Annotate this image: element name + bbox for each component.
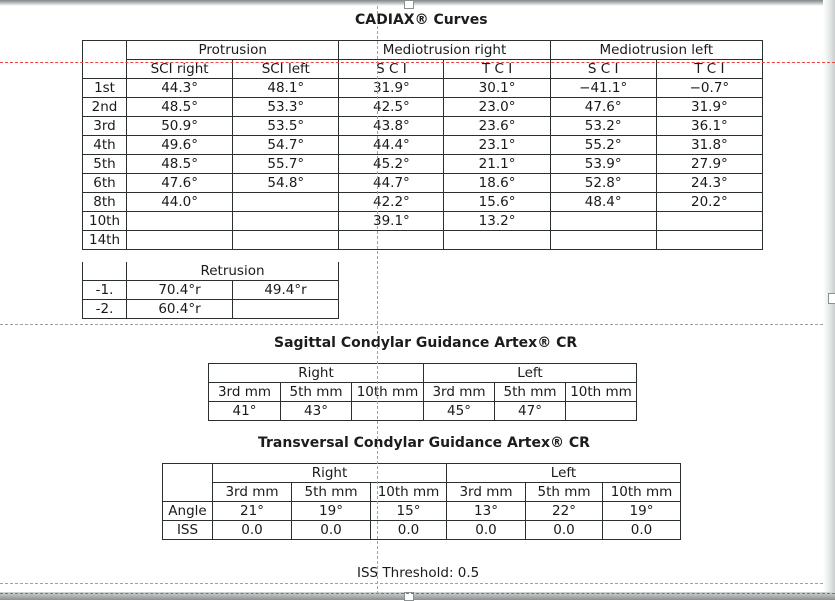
table-cell: 36.1° [656, 117, 762, 136]
row-label: 5th [83, 155, 127, 174]
table-cell: 54.8° [233, 174, 339, 193]
bottom-margin-guide[interactable] [0, 593, 835, 594]
table-cell: 15° [371, 502, 447, 521]
column-header: 3rd mm [209, 383, 281, 402]
mediotrusion-right-header: Mediotrusion right [339, 41, 550, 60]
table-cell: 42.5° [339, 98, 444, 117]
table-cell: −0.7° [656, 79, 762, 98]
center-guide[interactable] [377, 6, 378, 594]
retrusion-header: Retrusion [127, 262, 339, 281]
table-cell: 0.0 [526, 521, 603, 540]
table-cell [233, 231, 339, 250]
table-cell: 19° [292, 502, 371, 521]
table-row [83, 155, 763, 174]
right-header: Right [209, 364, 424, 383]
table-cell: 23.0° [444, 98, 550, 117]
table-cell: 0.0 [603, 521, 681, 540]
table-cell: 60.4°r [127, 300, 233, 319]
table-cell [550, 231, 656, 250]
page-top-edge [0, 0, 835, 6]
row-label: 2nd [83, 98, 127, 117]
corner-cell [163, 464, 213, 502]
table-cell: −41.1° [550, 79, 656, 98]
column-header: 3rd mm [424, 383, 495, 402]
group-header-row [163, 464, 681, 483]
table-cell: 31.9° [656, 98, 762, 117]
table-row [83, 174, 763, 193]
table-cell: 49.6° [127, 136, 233, 155]
subheader-row [209, 383, 637, 402]
table-cell: 39.1° [339, 212, 444, 231]
row-label: 14th [83, 231, 127, 250]
column-header: 10th mm [352, 383, 424, 402]
column-header: 10th mm [566, 383, 637, 402]
table-cell: 48.5° [127, 155, 233, 174]
left-header: Left [447, 464, 681, 483]
table-cell: 44.4° [339, 136, 444, 155]
table-cell: 30.1° [444, 79, 550, 98]
table-cell: 45° [424, 402, 495, 421]
table-cell: 50.9° [127, 117, 233, 136]
column-header: 10th mm [371, 483, 447, 502]
section-break-guide[interactable] [0, 324, 823, 325]
table-row [163, 502, 681, 521]
table-cell: 0.0 [213, 521, 292, 540]
row-label: -2. [83, 300, 127, 319]
table-cell: 15.6° [444, 193, 550, 212]
column-header: T C I [656, 60, 762, 79]
table-cell [656, 231, 762, 250]
table-row [83, 193, 763, 212]
column-header: 3rd mm [447, 483, 526, 502]
row-label: 4th [83, 136, 127, 155]
transversal-guidance-table [162, 463, 681, 540]
top-resize-handle[interactable] [404, 0, 414, 9]
table-cell: 48.1° [233, 79, 339, 98]
table-cell [233, 193, 339, 212]
subheader-row [163, 483, 681, 502]
table-cell: 31.8° [656, 136, 762, 155]
table-cell [127, 231, 233, 250]
right-resize-handle[interactable] [828, 293, 835, 304]
table-cell: 41° [209, 402, 281, 421]
table-cell: 20.2° [656, 193, 762, 212]
table-cell [233, 300, 339, 319]
transversal-title: Transversal Condylar Guidance Artex® CR [258, 435, 590, 451]
table-cell [339, 231, 444, 250]
table-cell: 44.3° [127, 79, 233, 98]
retrusion-header-row [83, 262, 339, 281]
corner-cell [83, 262, 127, 281]
table-cell: 43° [281, 402, 352, 421]
bottom-content-guide[interactable] [0, 583, 823, 584]
table-cell: 53.5° [233, 117, 339, 136]
table-cell: 55.2° [550, 136, 656, 155]
table-row [83, 79, 763, 98]
column-header: 3rd mm [213, 483, 292, 502]
table-cell [566, 402, 637, 421]
sagittal-title: Sagittal Condylar Guidance Artex® CR [274, 335, 578, 351]
table-cell: 47.6° [550, 98, 656, 117]
table-cell: 23.6° [444, 117, 550, 136]
table-row [163, 521, 681, 540]
table-cell: 49.4°r [233, 281, 339, 300]
column-header: 5th mm [281, 383, 352, 402]
table-cell: 23.1° [444, 136, 550, 155]
table-cell: 48.4° [550, 193, 656, 212]
row-label: 10th [83, 212, 127, 231]
table-cell [444, 231, 550, 250]
table-cell: 48.5° [127, 98, 233, 117]
table-cell [233, 212, 339, 231]
table-row [209, 402, 637, 421]
table-row [83, 117, 763, 136]
table-cell [550, 212, 656, 231]
row-label: 8th [83, 193, 127, 212]
corner-cell [83, 41, 127, 79]
row-label: ISS [163, 521, 213, 540]
table-cell: 21° [213, 502, 292, 521]
table-cell: 53.3° [233, 98, 339, 117]
table-cell: 54.7° [233, 136, 339, 155]
table-cell: 42.2° [339, 193, 444, 212]
column-header: SCI left [233, 60, 339, 79]
row-label: -1. [83, 281, 127, 300]
table-row [83, 98, 763, 117]
cadiax-curves-table [82, 40, 763, 250]
row-label: Angle [163, 502, 213, 521]
column-header: 5th mm [526, 483, 603, 502]
table-cell: 53.9° [550, 155, 656, 174]
table-cell: 47° [495, 402, 566, 421]
group-header-row [209, 364, 637, 383]
table-row [83, 212, 763, 231]
table-cell [352, 402, 424, 421]
table-cell: 19° [603, 502, 681, 521]
table-row [83, 281, 339, 300]
table-cell: 13° [447, 502, 526, 521]
table-cell: 70.4°r [127, 281, 233, 300]
table-cell: 45.2° [339, 155, 444, 174]
column-header: T C I [444, 60, 550, 79]
left-header: Left [424, 364, 637, 383]
table-cell: 43.8° [339, 117, 444, 136]
table-cell: 44.0° [127, 193, 233, 212]
row-label: 6th [83, 174, 127, 193]
table-cell: 47.6° [127, 174, 233, 193]
group-header-row [83, 41, 763, 60]
table-cell: 53.2° [550, 117, 656, 136]
table-cell [656, 212, 762, 231]
column-header: S C I [339, 60, 444, 79]
table-cell: 0.0 [447, 521, 526, 540]
table-cell: 13.2° [444, 212, 550, 231]
mediotrusion-left-header: Mediotrusion left [550, 41, 762, 60]
cadiax-title: CADIAX® Curves [355, 12, 488, 28]
column-header: S C I [550, 60, 656, 79]
table-cell: 18.6° [444, 174, 550, 193]
protrusion-header: Protrusion [127, 41, 339, 60]
row-label: 3rd [83, 117, 127, 136]
table-cell: 27.9° [656, 155, 762, 174]
top-margin-guide[interactable] [0, 62, 835, 63]
table-cell: 0.0 [371, 521, 447, 540]
table-cell: 0.0 [292, 521, 371, 540]
row-label: 1st [83, 79, 127, 98]
column-header: SCI right [127, 60, 233, 79]
table-cell [127, 212, 233, 231]
iss-threshold-label: ISS Threshold: 0.5 [357, 565, 480, 581]
table-cell: 22° [526, 502, 603, 521]
table-cell: 44.7° [339, 174, 444, 193]
right-header: Right [213, 464, 447, 483]
sagittal-guidance-table [208, 363, 637, 421]
column-header: 10th mm [603, 483, 681, 502]
retrusion-table [82, 262, 339, 319]
table-cell: 21.1° [444, 155, 550, 174]
table-cell: 24.3° [656, 174, 762, 193]
table-cell: 31.9° [339, 79, 444, 98]
table-cell: 52.8° [550, 174, 656, 193]
table-row [83, 231, 763, 250]
table-row [83, 300, 339, 319]
table-row [83, 136, 763, 155]
table-cell: 55.7° [233, 155, 339, 174]
column-header: 5th mm [292, 483, 371, 502]
column-header: 5th mm [495, 383, 566, 402]
